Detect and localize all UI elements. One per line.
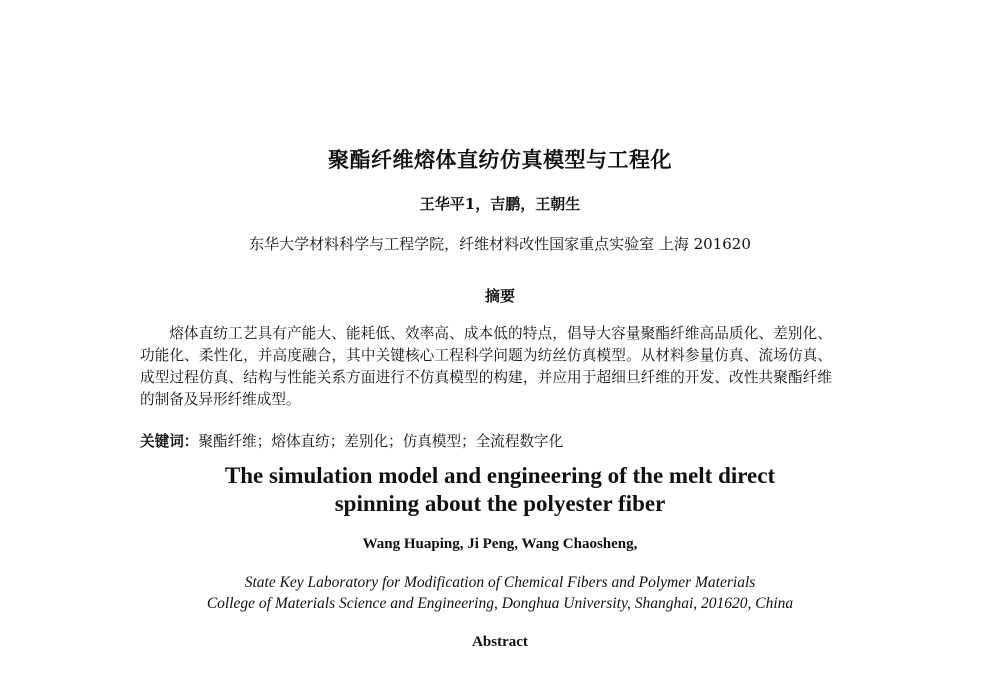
affiliation-en — [0, 572, 1000, 614]
paper-title-en — [0, 462, 1000, 518]
abstract-heading-cn: 摘要 — [484, 287, 515, 305]
affiliation-en-line1: State Key Laboratory for Modification of Chemical Fibers and Polymer Materials — [244, 574, 756, 591]
abstract-heading-en: Abstract — [472, 634, 528, 650]
affiliation-cn: 东华大学材料科学与工程学院，纤维材料改性国家重点实验室 上海 201620 — [249, 235, 751, 253]
affiliation-en-line2: College of Materials Science and Engineering, Donghua University, Shanghai, 201620, China — [206, 595, 794, 612]
authors-cn: 王华平1，吉鹏，王朝生 — [419, 195, 581, 213]
abstract-body-cn: 熔体直纺工艺具有产能大、能耗低、效率高、成本低的特点，倡导大容量聚酯纤维高品质化、差别化、功能化、柔性化，并高度融合，其中关键核心工程科学问题为纺丝仿真模型。从材料参量仿真、流场仿真、成型过程仿真、结构与性能关系方面进行不仿真模型的构建，并应用于超细旦纤维的开发、改性共聚酯纤维的制备及异形纤维成型。 — [140, 325, 832, 408]
keywords-label-cn: 关键词： — [140, 433, 199, 450]
authors-en: Wang Huaping, Ji Peng, Wang Chaosheng, — [362, 536, 638, 552]
paper-title-cn: 聚酯纤维熔体直纺仿真模型与工程化 — [328, 147, 672, 172]
keywords-list-cn: 聚酯纤维；熔体直纺；差别化；仿真模型；全流程数字化 — [198, 433, 564, 450]
paper-title-en-line2: spinning about the polyester fiber — [334, 491, 666, 516]
keywords-cn — [140, 430, 563, 451]
paper-title-en-line1: The simulation model and engineering of the melt direct — [224, 463, 776, 488]
